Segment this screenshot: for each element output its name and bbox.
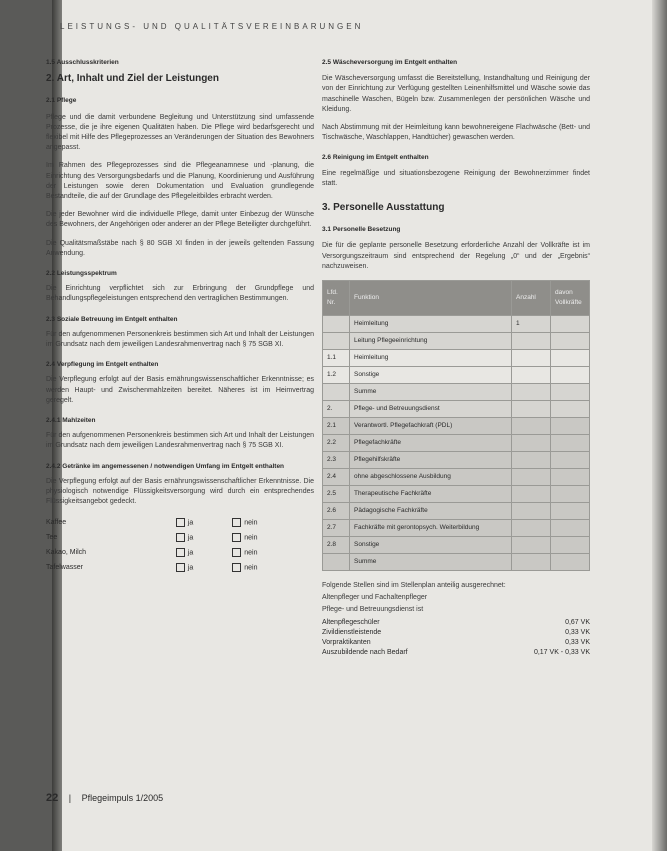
option-label: nein bbox=[244, 534, 258, 542]
paragraph: Eine regelmäßige und situationsbezogene Reinigung der Bewohnerzimmer findet statt. bbox=[322, 169, 590, 187]
table-cell bbox=[512, 333, 551, 350]
table-cell: Therapeutische Fachkräfte bbox=[350, 486, 512, 503]
table-row bbox=[46, 546, 314, 561]
table-cell bbox=[512, 469, 551, 486]
table-cell bbox=[551, 316, 590, 333]
table-row bbox=[46, 516, 314, 531]
table-cell bbox=[551, 537, 590, 554]
table-cell: Heimleitung bbox=[350, 316, 512, 333]
paragraph: Folgende Stellen sind im Stellenplan anteilig ausgerechnet: bbox=[322, 582, 506, 590]
staffing-table bbox=[322, 280, 590, 571]
ratio-row bbox=[322, 628, 590, 638]
checkbox-nein[interactable] bbox=[232, 563, 241, 572]
section-heading: 2.3 Soziale Betreuung im Entgelt enthalten bbox=[46, 315, 178, 323]
ratio-row bbox=[322, 618, 590, 628]
paragraph: Für den aufgenommenen Personenkreis bestimmen sich Art und Inhalt der Leistungen im Grundsatz nach dem jeweiligen Landesrahmenvertrag nach § 75 SGB XI. bbox=[46, 330, 314, 349]
option-label: ja bbox=[187, 519, 194, 527]
table-row bbox=[323, 418, 590, 435]
table-cell bbox=[551, 418, 590, 435]
paragraph: Pflege- und Betreuungsdienst ist bbox=[322, 606, 424, 614]
paragraph: Die Verpflegung erfolgt auf der Basis ernährungswissenschaftlicher Erkenntnisse. Die physiologisch notwendige Flüssigkeitsversorgung wird durch ein entsprechendes Flüssigkeitsangebot gedeckt. bbox=[46, 477, 314, 506]
option-label: ja bbox=[187, 534, 194, 542]
right-column bbox=[322, 58, 590, 658]
paragraph: Die Einrichtung verpflichtet sich zur Erbringung der Grundpflege und Behandlungspflegeleistungen entsprechend den vertraglichen Bestimmungen. bbox=[46, 285, 314, 303]
table-cell bbox=[512, 418, 551, 435]
paragraph: Altenpfleger und Fachaltenpfleger bbox=[322, 594, 428, 602]
table-row bbox=[46, 531, 314, 546]
page-header: LEISTUNGS- UND QUALITÄTSVEREINBARUNGEN bbox=[60, 22, 364, 31]
table-cell: 2.8 bbox=[323, 537, 350, 554]
ratio-value: 0,17 VK - 0,33 VK bbox=[533, 648, 590, 656]
section-heading: 1.5 Ausschlusskriterien bbox=[46, 59, 119, 66]
table-cell: Pflegehilfskräfte bbox=[350, 452, 512, 469]
table-row bbox=[323, 316, 590, 333]
left-column bbox=[46, 58, 314, 576]
checkbox-nein[interactable] bbox=[232, 518, 241, 527]
column-header: Lfd. Nr. bbox=[323, 281, 350, 316]
table-row bbox=[323, 554, 590, 571]
table-row bbox=[323, 333, 590, 350]
table-cell bbox=[551, 384, 590, 401]
table-row bbox=[323, 503, 590, 520]
table-cell bbox=[551, 469, 590, 486]
table-row bbox=[323, 435, 590, 452]
checkbox-nein[interactable] bbox=[232, 548, 241, 557]
table-cell: Summe bbox=[350, 554, 512, 571]
table-cell bbox=[512, 401, 551, 418]
table-cell bbox=[551, 554, 590, 571]
paragraph: Die jeder Bewohner wird die individuelle Pflege, damit unter Einbezug der Wünsche des Bewohners, der Angehörigen oder anderer an der Pflege Beteiligter durchgeführt. bbox=[46, 211, 314, 229]
section-heading: 2.4 Verpflegung im Entgelt enthalten bbox=[46, 361, 159, 369]
journal-name: Pflegeimpuls 1/2005 bbox=[81, 793, 164, 803]
section-heading: 2.4.1 Mahlzeiten bbox=[46, 417, 96, 425]
table-cell: Sonstige bbox=[350, 537, 512, 554]
section-heading: 2.6 Reinigung im Entgelt enthalten bbox=[322, 154, 429, 162]
table-cell bbox=[551, 350, 590, 367]
table-header-row bbox=[323, 281, 590, 316]
section-heading: 2.2 Leistungsspektrum bbox=[46, 270, 117, 278]
table-cell bbox=[512, 554, 551, 571]
table-row bbox=[323, 367, 590, 384]
option-label: nein bbox=[244, 564, 258, 572]
drink-label: Tee bbox=[46, 533, 58, 541]
paragraph: Die für die geplante personelle Besetzung erforderliche Anzahl der Vollkräfte ist im Versorgungszeitraum sind entsprechend der Regelung „0“ und der „Ergebnis“ nachzuweisen. bbox=[322, 242, 590, 270]
page-edge-shadow bbox=[652, 0, 667, 851]
ratio-value: 0,67 VK bbox=[565, 618, 590, 626]
table-cell: 1.2 bbox=[323, 367, 350, 384]
option-label: nein bbox=[244, 549, 258, 557]
table-row bbox=[323, 537, 590, 554]
table-cell: Pflege- und Betreuungsdienst bbox=[350, 401, 512, 418]
table-cell: Sonstige bbox=[350, 367, 512, 384]
table-cell bbox=[551, 401, 590, 418]
table-cell: Verantwortl. Pflegefachkraft (PDL) bbox=[350, 418, 512, 435]
footer-separator: | bbox=[68, 793, 72, 803]
column-header: davon Vollkräfte bbox=[551, 281, 590, 316]
paragraph: Für den aufgenommenen Personenkreis bestimmen sich Art und Inhalt der Leistungen im Grundsatz nach dem jeweiligen Landesrahmenvertrag nach § 75 SGB XI. bbox=[46, 432, 314, 450]
ratio-value: 0,33 VK bbox=[565, 628, 590, 636]
table-cell bbox=[512, 486, 551, 503]
drink-label: Kakao, Milch bbox=[46, 548, 87, 556]
table-cell bbox=[551, 435, 590, 452]
section-heading: 3.1 Personelle Besetzung bbox=[322, 226, 401, 234]
table-row bbox=[323, 486, 590, 503]
table-row bbox=[323, 520, 590, 537]
checkbox-ja[interactable] bbox=[176, 518, 185, 527]
table-cell bbox=[323, 554, 350, 571]
section-heading: 2.1 Pflege bbox=[46, 97, 77, 105]
paragraph: Im Rahmen des Pflegeprozesses sind die Pflegeanamnese und -planung, die Einrichtung des Versorgungsbedarfs und die Planung, Koordinierung und Ausführung der Leistungen sowie deren Dokumentation und Evaluation grundlegende Bestandteile, die auf der Grundlage des Pflegeleitbildes erbracht werden. bbox=[46, 162, 314, 201]
section-heading: 2.4.2 Getränke im angemessenen / notwendigen Umfang im Entgelt enthalten bbox=[46, 462, 285, 470]
table-cell: 2.2 bbox=[323, 435, 350, 452]
table-cell: 2.7 bbox=[323, 520, 350, 537]
checkbox-ja[interactable] bbox=[176, 548, 185, 557]
table-cell bbox=[323, 316, 350, 333]
table-cell: 1.1 bbox=[323, 350, 350, 367]
table-row bbox=[323, 350, 590, 367]
table-cell bbox=[551, 486, 590, 503]
table-cell bbox=[551, 520, 590, 537]
table-cell bbox=[512, 350, 551, 367]
section-title: 3. Personelle Ausstattung bbox=[322, 202, 445, 214]
table-cell: 2. bbox=[323, 401, 350, 418]
table-row bbox=[323, 401, 590, 418]
ratio-label: Altenpflegeschüler bbox=[322, 618, 380, 626]
paragraph: Die Wäscheversorgung umfasst die Bereitstellung, Instandhaltung und Reinigung der von der Einrichtung zur Verfügung gestellten Leinenhilfsmittel und Wäsche sowie das maschinelle Waschen, Bügeln bzw. Zusammenlegen der persönlichen Wäsche und Kleidung. bbox=[322, 75, 590, 113]
table-cell bbox=[512, 520, 551, 537]
drink-label: Tafelwasser bbox=[46, 563, 83, 571]
table-cell: ohne abgeschlossene Ausbildung bbox=[350, 469, 512, 486]
checkbox-ja[interactable] bbox=[176, 533, 185, 542]
table-cell bbox=[512, 384, 551, 401]
table-row bbox=[46, 561, 314, 576]
paragraph: Die Qualitätsmaßstäbe nach § 80 SGB XI finden in der jeweils geltenden Fassung Anwendung. bbox=[46, 239, 314, 257]
ratio-list bbox=[322, 618, 590, 658]
table-cell: Pflegefachkräfte bbox=[350, 435, 512, 452]
table-cell bbox=[512, 537, 551, 554]
table-cell: Leitung Pflegeeinrichtung bbox=[350, 333, 512, 350]
section-title: 2. Art, Inhalt und Ziel der Leistungen bbox=[46, 73, 219, 85]
column-header: Anzahl bbox=[512, 281, 551, 316]
table-cell bbox=[512, 435, 551, 452]
table-cell: 1 bbox=[512, 316, 551, 333]
option-label: nein bbox=[244, 519, 258, 527]
table-cell bbox=[323, 384, 350, 401]
table-cell: 2.1 bbox=[323, 418, 350, 435]
drink-label: Kaffee bbox=[46, 518, 67, 526]
table-cell bbox=[512, 452, 551, 469]
drinks-checklist bbox=[46, 516, 314, 576]
paragraph: Pflege und die damit verbundene Begleitung und Unterstützung sind umfassende Prozesse, die je ihre eigenen Qualitäten haben. Die Pflege wird bedarfsgerecht und flexibel mit Hilfe des Pflegeprozesses an Veränderungen der Situation des Bewohners angepasst. bbox=[46, 113, 314, 152]
ratio-row bbox=[322, 648, 590, 658]
table-cell bbox=[551, 333, 590, 350]
table-cell bbox=[512, 503, 551, 520]
table-row bbox=[323, 384, 590, 401]
table-cell: 2.5 bbox=[323, 486, 350, 503]
page-footer bbox=[46, 792, 163, 804]
ratio-label: Auszubildende nach Bedarf bbox=[322, 648, 408, 656]
ratio-label: Zivildienstleistende bbox=[322, 628, 382, 636]
table-cell bbox=[323, 333, 350, 350]
option-label: ja bbox=[187, 564, 194, 572]
ratio-value: 0,33 VK bbox=[565, 638, 590, 646]
column-header: Funktion bbox=[350, 281, 512, 316]
table-cell bbox=[551, 503, 590, 520]
table-cell: Summe bbox=[350, 384, 512, 401]
table-cell: 2.6 bbox=[323, 503, 350, 520]
section-heading: 2.5 Wäscheversorgung im Entgelt enthalten bbox=[322, 59, 458, 66]
ratio-row bbox=[322, 638, 590, 648]
paragraph: Nach Abstimmung mit der Heimleitung kann bewohnereigene Flachwäsche (Bett- und Tischwäsche, Waschlappen, Handtücher) gewaschen werden. bbox=[322, 124, 590, 142]
table-cell bbox=[512, 367, 551, 384]
ratio-label: Vorpraktikanten bbox=[322, 638, 371, 646]
table-cell bbox=[551, 452, 590, 469]
table-cell bbox=[551, 367, 590, 384]
table-row bbox=[323, 452, 590, 469]
paragraph: Die Verpflegung erfolgt auf der Basis ernährungswissenschaftlicher Erkenntnisse; es werden Haupt- und Zwischenmahlzeiten bereitet. Näheres ist im Heimvertrag geregelt. bbox=[46, 376, 314, 404]
table-cell: Heimleitung bbox=[350, 350, 512, 367]
table-cell: Pädagogische Fachkräfte bbox=[350, 503, 512, 520]
table-cell: Fachkräfte mit gerontopsych. Weiterbildung bbox=[350, 520, 512, 537]
table-cell: 2.4 bbox=[323, 469, 350, 486]
checkbox-nein[interactable] bbox=[232, 533, 241, 542]
option-label: ja bbox=[187, 549, 194, 557]
page-number: 22 bbox=[46, 792, 59, 804]
table-cell: 2.3 bbox=[323, 452, 350, 469]
table-row bbox=[323, 469, 590, 486]
checkbox-ja[interactable] bbox=[176, 563, 185, 572]
